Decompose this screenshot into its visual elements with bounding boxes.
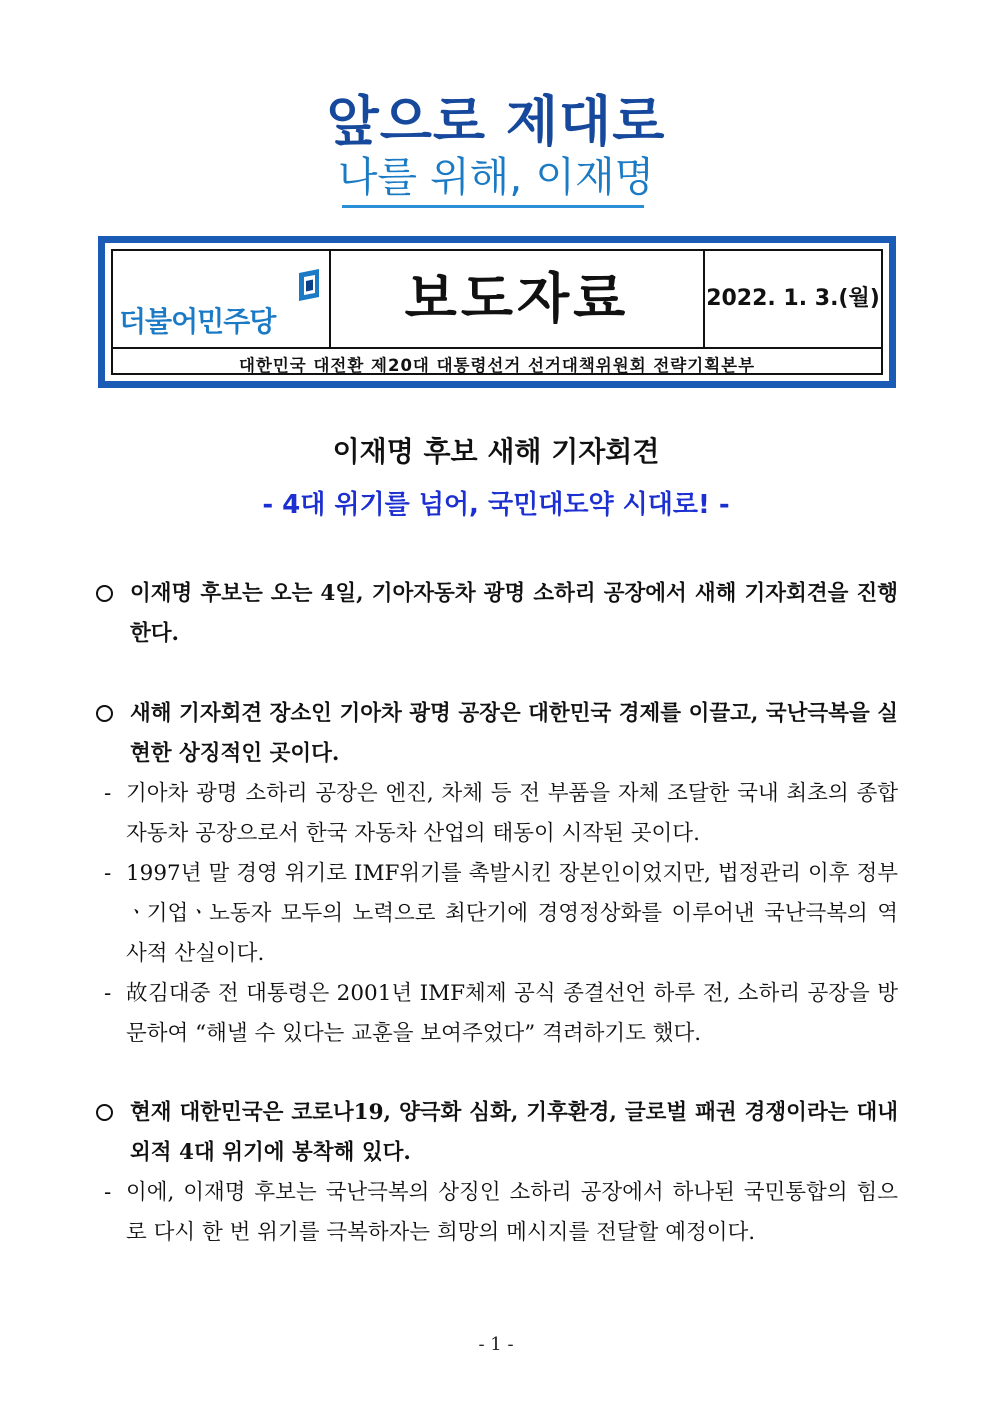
section-3 — [96, 1093, 898, 1253]
dash-marker: - — [104, 981, 112, 1006]
section-1 — [96, 574, 898, 654]
slogan-sub: 나를 위해, 이재명 — [337, 153, 655, 201]
list-item-text: 기아차 광명 소하리 공장은 엔진, 차체 등 전 부품을 자체 조달한 국내 최초의 종합 자동차 공장으로서 한국 자동차 산업의 태동이 시작된 곳이다. — [126, 781, 898, 846]
dash-marker: - — [104, 1180, 112, 1205]
list-item — [96, 774, 898, 854]
doc-type-title: 보도자료 — [331, 251, 705, 347]
list-item — [96, 854, 898, 974]
section-bullet — [96, 694, 898, 774]
bullet-text: 이재명 후보는 오는 4일, 기아자동차 광명 소하리 공장에서 새해 기자회견을 진행한다. — [130, 581, 898, 646]
party-logo-cell — [113, 251, 331, 347]
header-table — [111, 249, 883, 375]
list-item-text: 이에, 이재명 후보는 국난극복의 상징인 소하리 공장에서 하나된 국민통합의 힘으로 다시 한 번 위기를 극복하자는 희망의 메시지를 전달할 예정이다. — [126, 1180, 898, 1245]
release-date: 2022. 1. 3.(월) — [706, 286, 880, 311]
section-2 — [96, 694, 898, 1054]
bullet-text: 현재 대한민국은 코로나19, 양극화 심화, 기후환경, 글로벌 패권 경쟁이라는 대내외적 4대 위기에 봉착해 있다. — [130, 1100, 898, 1165]
bullet-circle-icon — [96, 1104, 113, 1121]
dash-marker: - — [104, 781, 112, 806]
section-bullet — [96, 574, 898, 654]
dash-marker: - — [104, 861, 112, 886]
bullet-circle-icon — [96, 585, 113, 602]
subheadline: - 4대 위기를 넘어, 국민대도약 시대로! - — [262, 490, 730, 520]
organization-line: 대한민국 대전환 제20대 대통령선거 선거대책위원회 전략기획본부 — [113, 347, 881, 373]
section-bullet — [96, 1093, 898, 1173]
press-release-header — [98, 236, 896, 388]
bullet-text: 새해 기자회견 장소인 기아차 광명 공장은 대한민국 경제를 이끌고, 국난극복을 실현한 상징적인 곳이다. — [130, 701, 898, 766]
list-item — [96, 974, 898, 1054]
list-item-text: 1997년 말 경영 위기로 IMF위기를 촉발시킨 장본인이었지만, 법정관리 이후 정부ㆍ기업ㆍ노동자 모두의 노력으로 최단기에 경영정상화를 이루어낸 국난극복의 역사적 산실이다. — [126, 861, 898, 966]
party-logo-text: 더불어민주당 — [119, 305, 276, 338]
headline: 이재명 후보 새해 기자회견 — [332, 435, 660, 468]
bullet-circle-icon — [96, 705, 113, 722]
list-item-text: 故김대중 전 대통령은 2001년 IMF체제 공식 종결선언 하루 전, 소하리 공장을 방문하여 “해낼 수 있다는 교훈을 보여주었다” 격려하기도 했다. — [126, 981, 898, 1046]
campaign-slogan — [0, 92, 992, 202]
slogan-underline — [342, 205, 644, 208]
slogan-main: 앞으로 제대로 — [326, 90, 666, 153]
party-logo-icon — [295, 267, 323, 303]
page-number: - 1 - — [478, 1334, 514, 1355]
list-item — [96, 1173, 898, 1253]
